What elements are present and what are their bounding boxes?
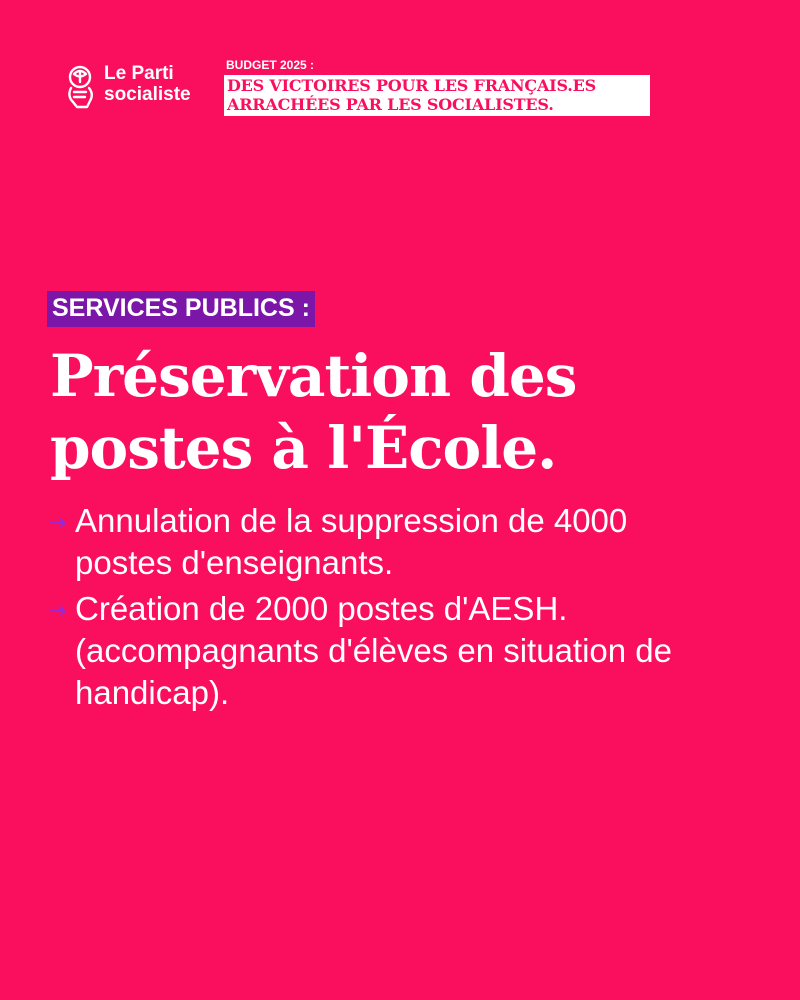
list-item	[50, 500, 770, 584]
list-item-text	[75, 588, 770, 714]
logo-wordmark	[104, 63, 191, 105]
list-item-line: (accompagnants d'élèves en situation de	[75, 632, 673, 669]
arrow-right-icon	[50, 517, 68, 529]
page-title	[50, 340, 770, 484]
list-item	[50, 588, 770, 714]
list-item-line: postes d'enseignants.	[75, 544, 394, 581]
budget-headline-line-2: ARRACHÉES PAR LES SOCIALISTES.	[227, 95, 554, 114]
arrow-right-icon	[50, 605, 68, 617]
title-line-1: Préservation des	[50, 342, 577, 410]
bullet-list	[50, 500, 770, 718]
list-item-text	[75, 500, 770, 584]
logo-line-1: Le Parti	[104, 63, 174, 84]
logo-line-2: socialiste	[104, 84, 191, 105]
header	[62, 58, 662, 118]
budget-headline-line-1: DES VICTOIRES POUR LES FRANÇAIS.ES	[227, 76, 596, 95]
budget-headline-box	[224, 75, 650, 116]
party-logo	[62, 60, 212, 114]
rose-fist-icon	[62, 64, 98, 110]
title-line-2: postes à l'École.	[50, 414, 557, 482]
list-item-line: handicap).	[75, 674, 230, 711]
category-tag: SERVICES PUBLICS :	[47, 291, 315, 327]
list-item-line: Annulation de la suppression de 4000	[75, 502, 628, 539]
budget-banner	[224, 58, 650, 116]
budget-label: BUDGET 2025 :	[226, 58, 315, 72]
list-item-line: Création de 2000 postes d'AESH.	[75, 590, 568, 627]
